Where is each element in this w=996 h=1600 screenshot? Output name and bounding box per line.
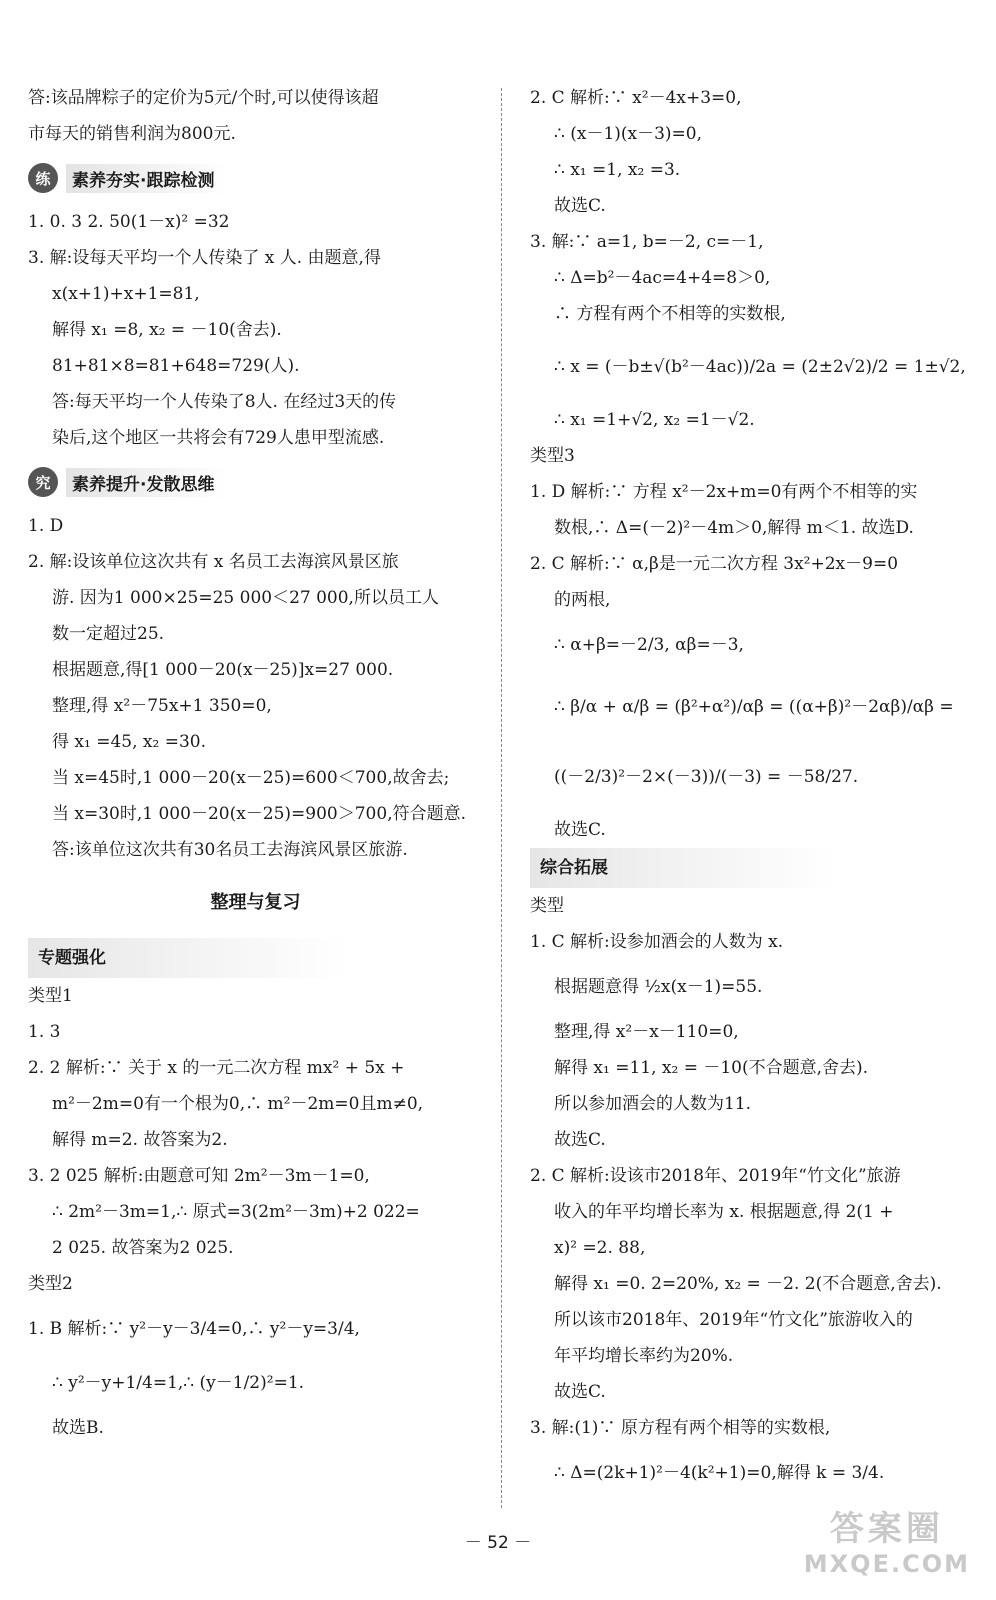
text-line: 故选C. xyxy=(554,1130,606,1150)
practice-badge-icon: 练 xyxy=(28,163,58,193)
text-line: 答:每天平均一个人传染了8人. 在经过3天的传 xyxy=(52,392,397,412)
text-line: 染后,这个地区一共将会有729人患甲型流感. xyxy=(52,428,385,448)
text-line: ∴ Δ=(2k+1)²－4(k²+1)=0,解得 k = 3/4. xyxy=(554,1463,885,1483)
research-badge-icon: 究 xyxy=(28,467,58,497)
subsection-header: 综合拓展 xyxy=(530,848,970,888)
text-line: 故选C. xyxy=(554,820,606,840)
text-line: 年平均增长率约为20%. xyxy=(554,1346,734,1366)
text-line: 当 x=45时,1 000－20(x－25)=600＜700,故舍去; xyxy=(52,768,450,788)
section-title: 素养夯实·跟踪检测 xyxy=(66,164,228,193)
text-line: 1. 3 xyxy=(28,1022,61,1042)
watermark-logo xyxy=(804,1501,970,1578)
text-line: 1. C 解析:设参加酒会的人数为 x. xyxy=(530,932,784,952)
text-line: 当 x=30时,1 000－20(x－25)=900＞700,符合题意. xyxy=(52,804,467,824)
text-line: 3. 解:设每天平均一个人传染了 x 人. 由题意,得 xyxy=(28,248,381,268)
text-line: ∴ x₁ =1, x₂ =3. xyxy=(554,160,681,180)
text-line: ∴ α+β=－2/3, αβ=－3, xyxy=(554,635,744,655)
text-line: 答:该单位这次共有30名员工去海滨风景区旅游. xyxy=(52,840,408,860)
text-line: x)² =2. 88, xyxy=(554,1238,646,1258)
text-line: 游. 因为1 000×25=25 000＜27 000,所以员工人 xyxy=(52,588,439,608)
text-line: 3. 解:(1)∵ 原方程有两个相等的实数根, xyxy=(530,1418,831,1438)
text-line: ∴ y²－y+1/4=1,∴ (y－1/2)²=1. xyxy=(52,1373,305,1393)
text-line: 解得 x₁ =8, x₂ = －10(舍去). xyxy=(52,320,282,340)
type-label: 类型2 xyxy=(28,1274,73,1294)
text-line: 的两根, xyxy=(554,590,611,610)
text-line: 1. D 解析:∵ 方程 x²－2x+m=0有两个不相等的实 xyxy=(530,482,918,502)
text-line: ∴ (x－1)(x－3)=0, xyxy=(554,124,703,144)
text-line: 根据题意,得[1 000－20(x－25)]x=27 000. xyxy=(52,660,394,680)
text-line: 解得 m=2. 故答案为2. xyxy=(52,1130,228,1150)
subsection-header: 专题强化 xyxy=(28,938,483,978)
text-line: m²－2m=0有一个根为0,∴ m²－2m=0且m≠0, xyxy=(52,1094,424,1114)
text-line: 整理,得 x²－75x+1 350=0, xyxy=(52,696,272,716)
text-line: 2 025. 故答案为2 025. xyxy=(52,1238,234,1258)
right-column xyxy=(530,80,970,1500)
text-line: ∴ 2m²－3m=1,∴ 原式=3(2m²－3m)+2 022= xyxy=(52,1202,420,1222)
text-line: 市每天的销售利润为800元. xyxy=(28,124,236,144)
text-line: 数根,∴ Δ=(－2)²－4m＞0,解得 m＜1. 故选D. xyxy=(554,518,914,538)
text-line: 2. C 解析:∵ x²－4x+3=0, xyxy=(530,88,742,108)
column-divider xyxy=(501,88,502,1508)
text-line: 故选C. xyxy=(554,1382,606,1402)
text-line: 数一定超过25. xyxy=(52,624,165,644)
type-label: 类型1 xyxy=(28,986,73,1006)
review-title: 整理与复习 xyxy=(210,892,301,913)
text-line: ((－2/3)²－2×(－3))/(－3) = －58/27. xyxy=(554,767,859,787)
text-line: 收入的年平均增长率为 x. 根据题意,得 2(1 + xyxy=(554,1202,894,1222)
text-line: 得 x₁ =45, x₂ =30. xyxy=(52,732,206,752)
text-line: 解得 x₁ =11, x₂ = －10(不合题意,舍去). xyxy=(554,1058,869,1078)
text-line: 故选C. xyxy=(554,196,606,216)
left-column xyxy=(28,80,483,1446)
text-line: 根据题意得 ½x(x－1)=55. xyxy=(554,977,763,997)
type-label: 类型3 xyxy=(530,446,575,466)
watermark-url: MXQE.COM xyxy=(803,1550,970,1578)
text-line: 2. C 解析:设该市2018年、2019年“竹文化”旅游 xyxy=(530,1166,901,1186)
text-line: 2. 2 解析:∵ 关于 x 的一元二次方程 mx² + 5x + xyxy=(28,1058,405,1078)
page-number: － 52 － xyxy=(464,1533,532,1553)
text-line: x(x+1)+x+1=81, xyxy=(52,284,200,304)
text-line: 2. C 解析:∵ α,β是一元二次方程 3x²+2x－9=0 xyxy=(530,554,899,574)
text-line: 3. 解:∵ a=1, b=－2, c=－1, xyxy=(530,232,764,252)
text-line: ∴ Δ=b²－4ac=4+4=8＞0, xyxy=(554,268,771,288)
text-line: 整理,得 x²－x－110=0, xyxy=(554,1022,739,1042)
section-title: 素养提升·发散思维 xyxy=(66,468,228,497)
text-line: 解得 x₁ =0. 2=20%, x₂ = －2. 2(不合题意,舍去). xyxy=(554,1274,942,1294)
section-header-research xyxy=(28,460,483,504)
text-line: 1. B 解析:∵ y²－y－3/4=0,∴ y²－y=3/4, xyxy=(28,1319,360,1339)
text-line: 所以参加酒会的人数为11. xyxy=(554,1094,752,1114)
text-line: 2. 解:设该单位这次共有 x 名员工去海滨风景区旅 xyxy=(28,552,399,572)
text-line: 1. 0. 3 2. 50(1－x)² =32 xyxy=(28,212,230,232)
text-line: 1. D xyxy=(28,516,64,536)
watermark-text: 答案圈 xyxy=(829,1509,944,1549)
text-line: ∴ β/α + α/β = (β²+α²)/αβ = ((α+β)²－2αβ)/αβ = xyxy=(554,697,954,717)
text-line: 81+81×8=81+648=729(人). xyxy=(52,356,300,376)
text-line: 3. 2 025 解析:由题意可知 2m²－3m－1=0, xyxy=(28,1166,370,1186)
text-line: ∴ x = (－b±√(b²－4ac))/2a = (2±2√2)/2 = 1±√2, xyxy=(554,357,966,377)
text-line: 答:该品牌粽子的定价为5元/个时,可以使得该超 xyxy=(28,88,379,108)
text-line: 所以该市2018年、2019年“竹文化”旅游收入的 xyxy=(554,1310,913,1330)
text-line: ∴ x₁ =1+√2, x₂ =1－√2. xyxy=(554,410,755,430)
text-line: ∴ 方程有两个不相等的实数根, xyxy=(554,304,786,324)
text-line: 故选B. xyxy=(52,1418,104,1438)
type-label: 类型 xyxy=(530,896,564,916)
section-header-practice xyxy=(28,156,483,200)
